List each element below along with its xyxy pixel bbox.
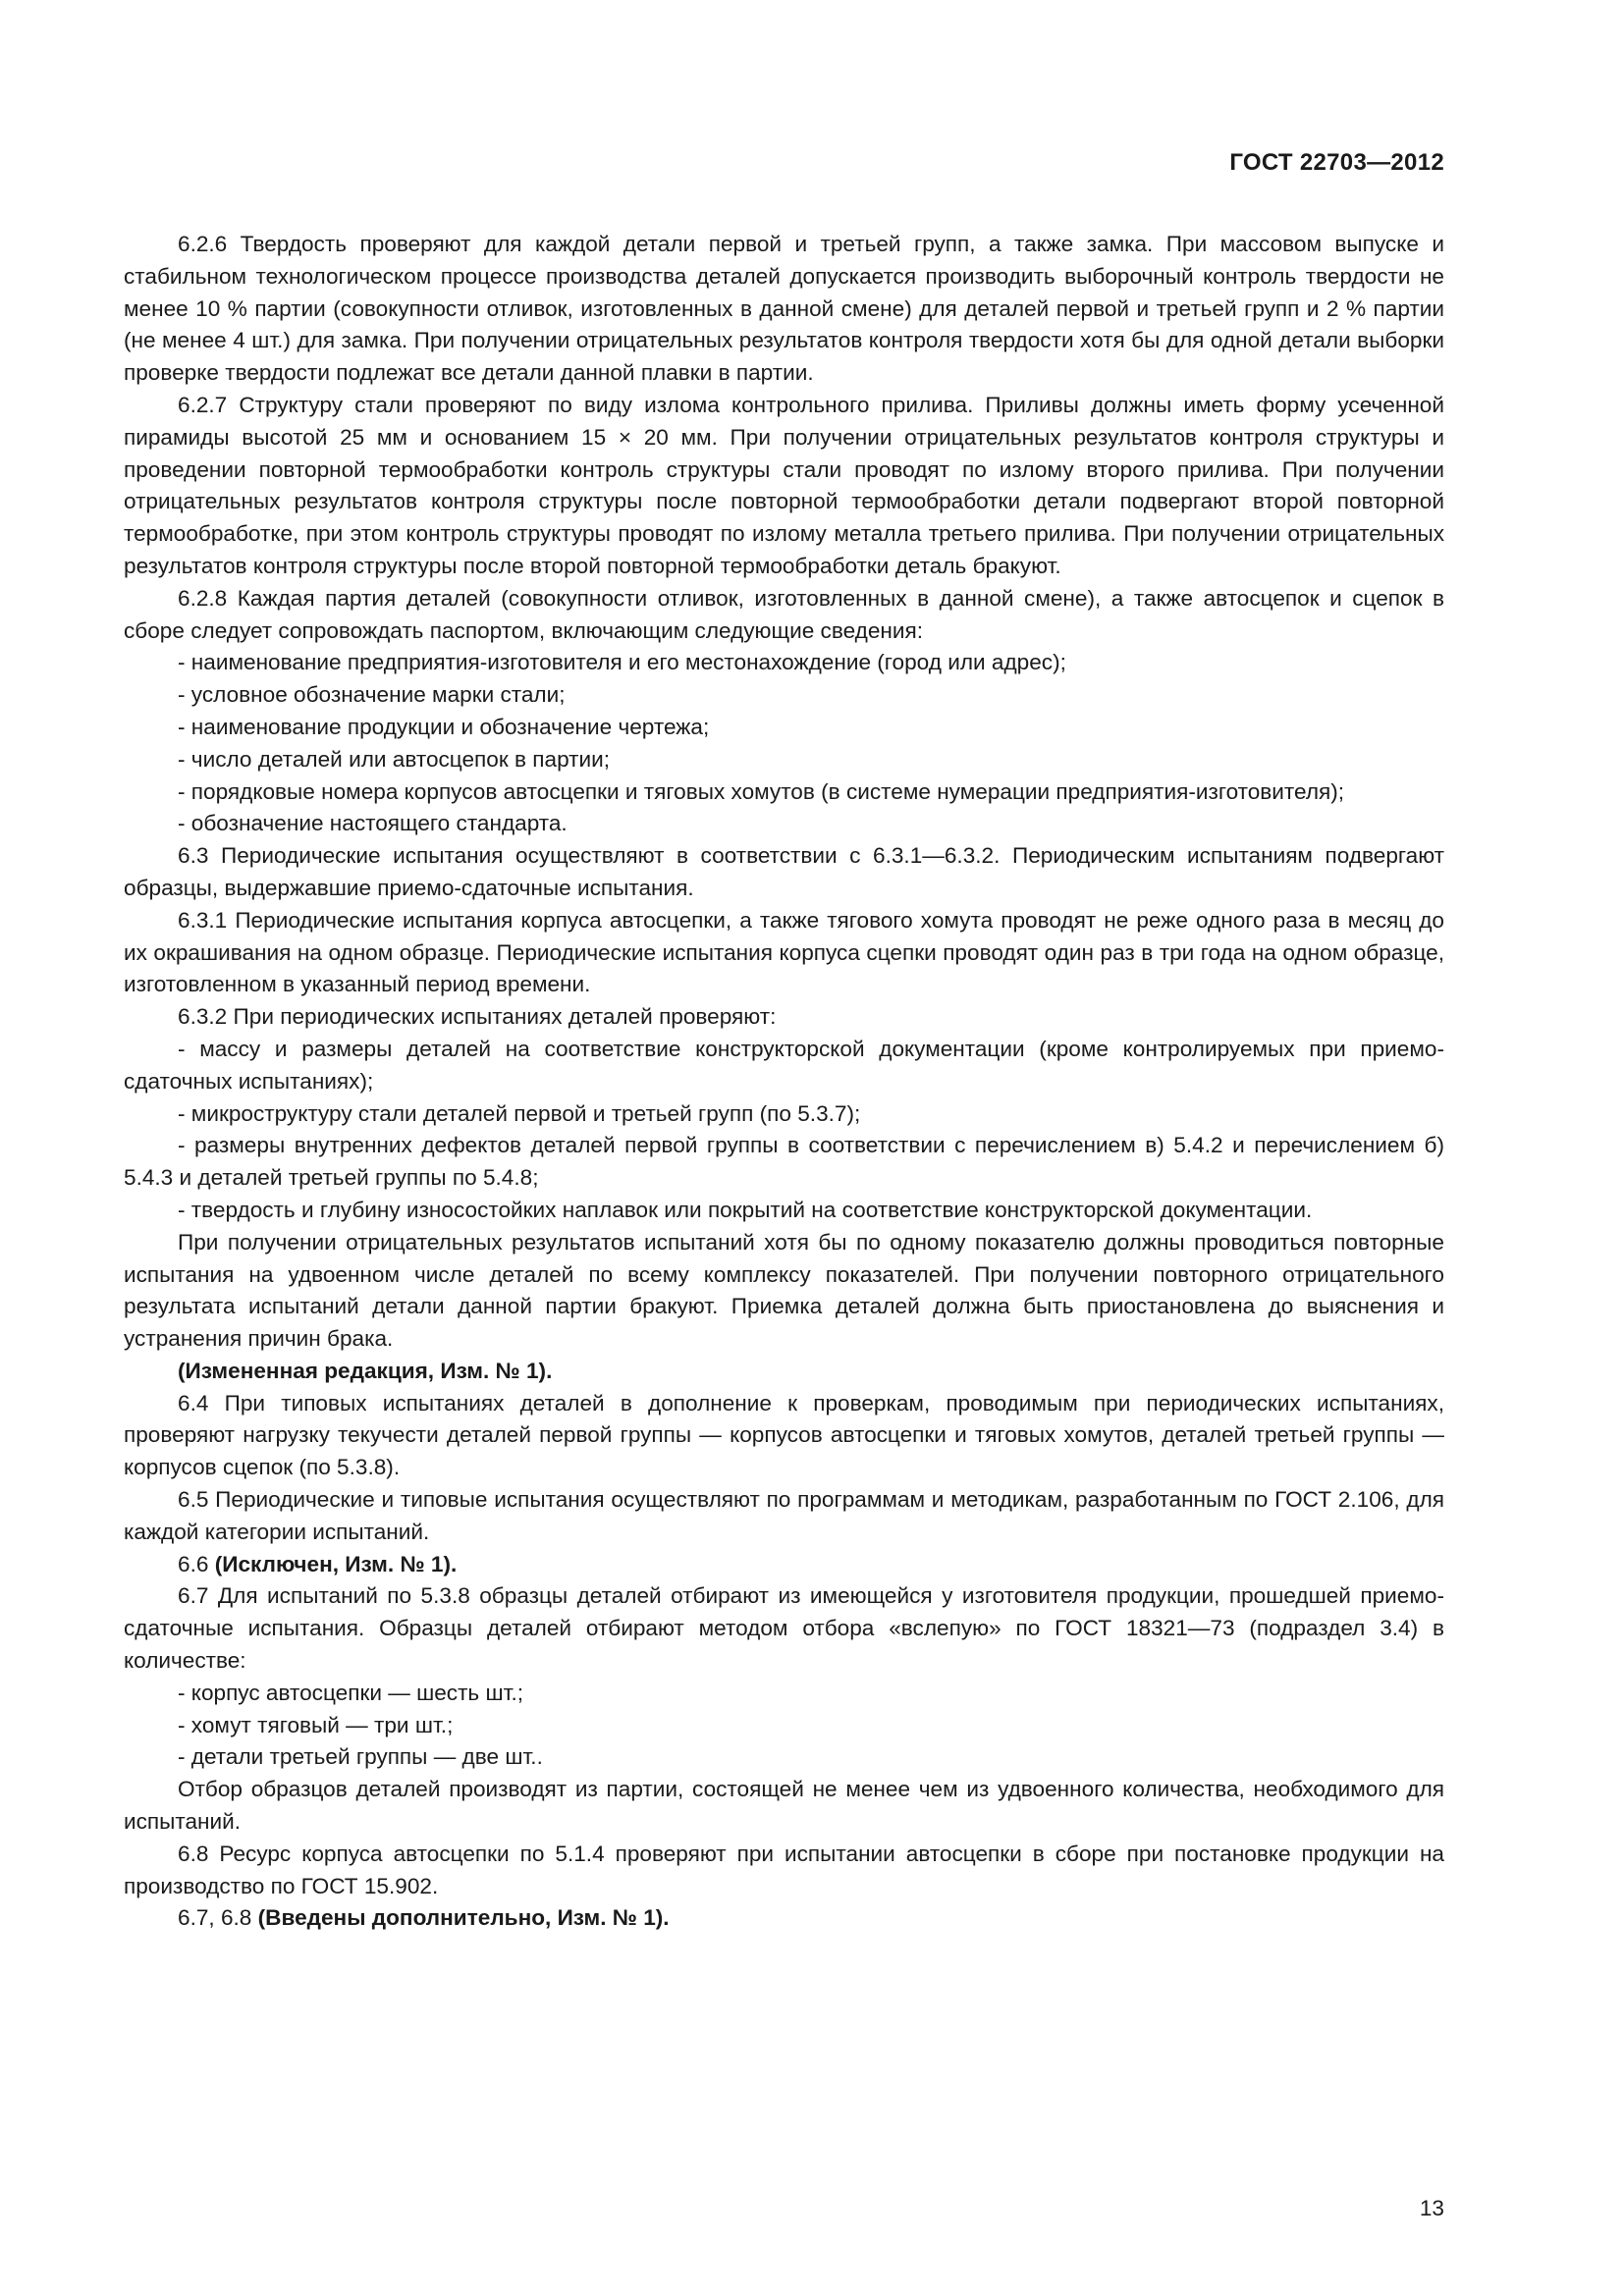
clause-number: 6.7, 6.8 xyxy=(178,1905,258,1931)
list-item: - обозначение настоящего стандарта. xyxy=(178,811,568,836)
amendment-text: (Измененная редакция, Изм. № 1). xyxy=(178,1358,553,1383)
page-number: 13 xyxy=(1419,2196,1444,2220)
list-item: - массу и размеры деталей на соответствие конструкторской документации (кроме контролируемых при приемо-сдаточных испытаниях); xyxy=(124,1036,1444,1094)
list-item: - размеры внутренних дефектов деталей первой группы в соответствии с перечислением в) 5.4.2 и перечислением б) 5.4.3 и деталей третьей группы по 5.4.8; xyxy=(124,1133,1444,1191)
list-item: - наименование предприятия-изготовителя и его местонахождение (город или адрес); xyxy=(178,650,1066,675)
clause-6-8: 6.8 Ресурс корпуса автосцепки по 5.1.4 проверяют при испытании автосцепки в сборе при постановке продукции на производство по ГОСТ 15.902. xyxy=(124,1841,1444,1898)
list-item: - условное обозначение марки стали; xyxy=(178,682,566,708)
amendment-text: (Исключен, Изм. № 1). xyxy=(214,1551,458,1576)
negative-results-paragraph: При получении отрицательных результатов испытаний хотя бы по одному показателю должны проводиться повторные испытания на удвоенном числе деталей по всему комплексу показателей. При получении повторного отрицательного результата испытаний детали данной партии бракуют. Приемка деталей должна быть приостановлена до выяснения и устранения причин брака. xyxy=(124,1229,1444,1352)
clause-6-4: 6.4 При типовых испытаниях деталей в дополнение к проверкам, проводимым при периодических испытаниях, проверяют нагрузку текучести деталей первой группы — корпусов автосцепки и тяговых хомутов, деталей третьей группы — корпусов сцепок (по 5.3.8). xyxy=(124,1390,1444,1480)
list-item: - твердость и глубину износостойких наплавок или покрытий на соответствие конструкторской документации. xyxy=(178,1197,1313,1222)
clause-6-2-8: 6.2.8 Каждая партия деталей (совокупности отливок, изготовленных в данной смене), а также автосцепок и сцепок в сборе следует сопровождать паспортом, включающим следующие сведения: xyxy=(124,585,1444,643)
amendment-note xyxy=(124,1902,1444,1935)
list-item: - корпус автосцепки — шесть шт.; xyxy=(178,1680,524,1705)
amendment-note xyxy=(124,1356,1444,1388)
clause-6-2-7: 6.2.7 Структуру стали проверяют по виду излома контрольного прилива. Приливы должны иметь форму усеченной пирамиды высотой 25 мм и основанием 15 × 20 мм. При получении отрицательных результатов контроля структуры и проведении повторной термообработки контроль структуры стали проводят по излому второго прилива. При получении отрицательных результатов контроля структуры после повторной термообработки детали подвергают второй повторной термообработке, при этом контроль структуры проводят по излому металла третьего прилива. При получении отрицательных результатов контроля структуры после второй повторной термообработки деталь бракуют. xyxy=(124,392,1444,578)
document-body xyxy=(124,229,1444,1935)
sample-selection-paragraph: Отбор образцов деталей производят из партии, состоящей не менее чем из удвоенного количества, необходимого для испытаний. xyxy=(124,1777,1444,1835)
clause-6-3-2: 6.3.2 При периодических испытаниях деталей проверяют: xyxy=(178,1004,777,1030)
list-item: - детали третьей группы — две шт.. xyxy=(178,1744,543,1770)
list-item: - микроструктуру стали деталей первой и третьей групп (по 5.3.7); xyxy=(178,1100,861,1126)
list-item: - наименование продукции и обозначение чертежа; xyxy=(178,714,710,739)
clause-6-2-6: 6.2.6 Твердость проверяют для каждой детали первой и третьей групп, а также замка. При массовом выпуске и стабильном технологическом процессе производства деталей допускается производить выборочный контроль твердости не менее 10 % партии (совокупности отливок, изготовленных в данной смене) для деталей первой и третьей групп и 2 % партии (не менее 4 шт.) для замка. При получении отрицательных результатов контроля твердости хотя бы для одной детали выборки проверке твердости подлежат все детали данной плавки в партии. xyxy=(124,232,1444,386)
clause-6-7: 6.7 Для испытаний по 5.3.8 образцы деталей отбирают из имеющейся у изготовителя продукции, прошедшей приемо-сдаточные испытания. Образцы деталей отбирают методом отбора «вслепую» по ГОСТ 18321—73 (подраздел 3.4) в количестве: xyxy=(124,1583,1444,1674)
clause-number: 6.6 xyxy=(178,1551,215,1576)
list-item: - число деталей или автосцепок в партии; xyxy=(178,746,611,772)
clause-6-5: 6.5 Периодические и типовые испытания осуществляют по программам и методикам, разработанным по ГОСТ 2.106, для каждой категории испытаний. xyxy=(124,1487,1444,1544)
standard-id-header: ГОСТ 22703—2012 xyxy=(1229,149,1444,176)
clause-6-3-1: 6.3.1 Периодические испытания корпуса автосцепки, а также тягового хомута проводят не реже одного раза в месяц до их окрашивания на одном образце. Периодические испытания корпуса сцепки проводят один раз в три года на одном образце, изготовленном в указанный период времени. xyxy=(124,907,1444,997)
amendment-text: (Введены дополнительно, Изм. № 1). xyxy=(257,1905,670,1931)
clause-6-3: 6.3 Периодические испытания осуществляют в соответствии с 6.3.1—6.3.2. Периодическим испытаниям подвергают образцы, выдержавшие приемо-сдаточные испытания. xyxy=(124,843,1444,900)
list-item: - хомут тяговый — три шт.; xyxy=(178,1712,454,1737)
list-item: - порядковые номера корпусов автосцепки и тяговых хомутов (в системе нумерации предприятия-изготовителя); xyxy=(178,778,1345,804)
clause-6-6 xyxy=(124,1549,1444,1581)
